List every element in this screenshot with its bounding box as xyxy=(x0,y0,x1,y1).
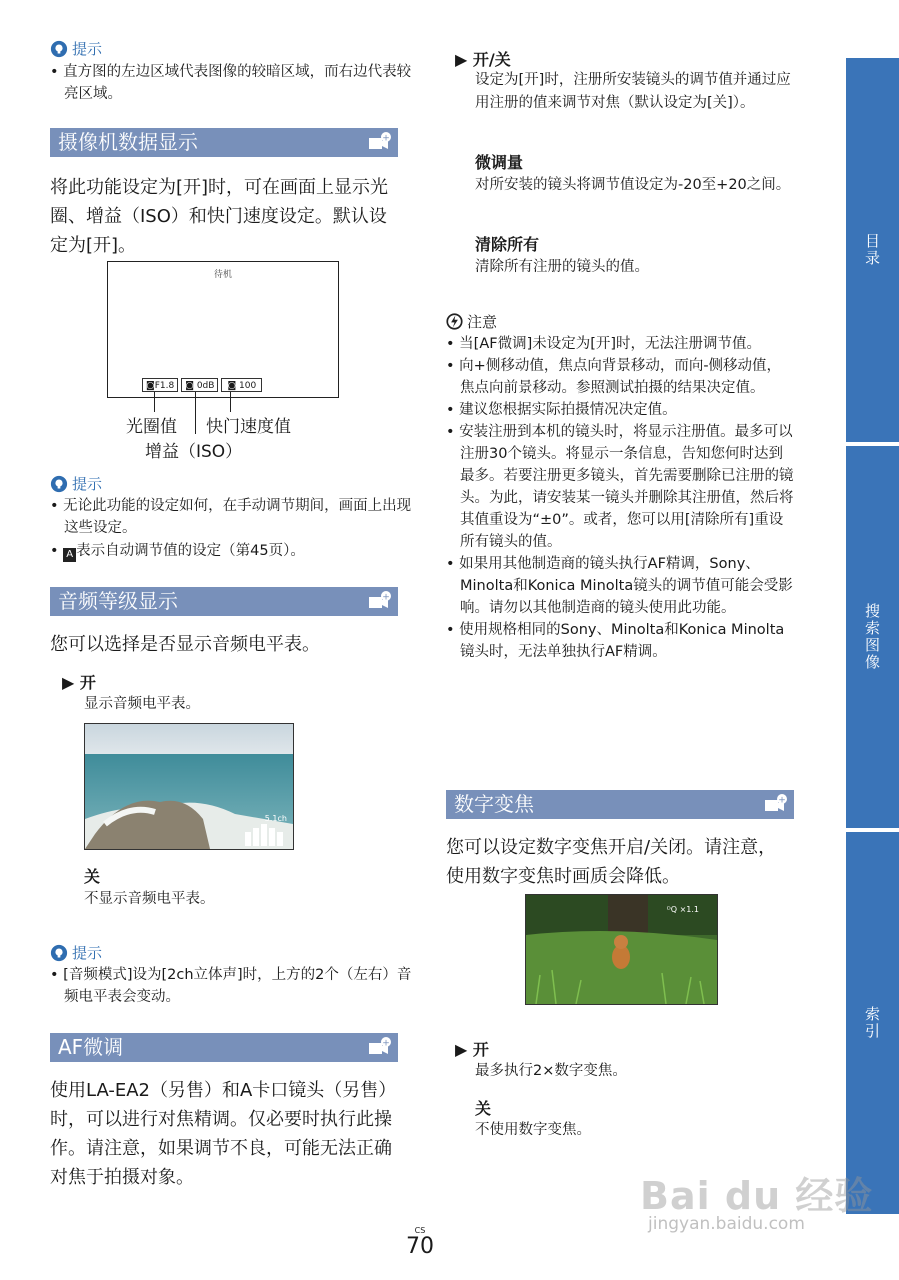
note-label: 注意 xyxy=(467,313,498,331)
auto-adjust-icon: A xyxy=(63,548,76,562)
section-title: 摄像机数据显示 xyxy=(58,130,198,154)
page-number: 70 xyxy=(406,1234,434,1259)
camera-mode-icon xyxy=(368,591,392,611)
note-item: • 安装注册到本机的镜头时，将显示注册值。最多可以注册30个镜头。将显示一条信息，告知您何时达到最多。若要注册更多镜头，首先需要删除已注册的镜头。为此，请安装某一镜头并删除其注册值，然后将其值重设为“±0”。或者，您可以用[清除所有]重设所有镜头的值。 xyxy=(446,424,794,550)
svg-text:+: + xyxy=(382,592,390,603)
camera-body-text: 将此功能设定为[开]时，可在画面上显示光圈、增益（ISO）和快门速度设定。默认设定为[开]。 xyxy=(50,177,389,256)
tip-icon xyxy=(50,475,68,493)
note-item: • 向+侧移动值，焦点向背景移动，而向-侧移动值，焦点向前景移动。参照测试拍摄的结果决定值。 xyxy=(446,358,782,396)
zoom-body-text: 您可以设定数字变焦开启/关闭。请注意，使用数字变焦时画质会降低。 xyxy=(446,837,777,887)
audio-on-option: ▶ 开 xyxy=(62,673,96,692)
audio-body-text: 您可以选择是否显示音频电平表。 xyxy=(50,634,320,655)
notes-list xyxy=(446,333,794,663)
tip-heading xyxy=(50,942,102,963)
leader-line-aperture xyxy=(154,392,155,412)
tip-heading xyxy=(50,38,102,59)
audio-meter-label: 5.1ch xyxy=(264,814,287,823)
tip-icon xyxy=(50,40,68,58)
zoom-indicator: ᴰQ ×1.1 xyxy=(666,905,699,914)
af-amount-desc: 对所安装的镜头将调节值设定为-20至+20之间。 xyxy=(475,177,791,193)
page-lang-code: CS xyxy=(414,1226,426,1235)
label-aperture: 光圈值 xyxy=(126,417,177,437)
tip2-bullet-1: • 无论此功能的设定如何，在手动调节期间，画面上出现这些设定。 xyxy=(50,498,412,536)
label-gain: 增益（ISO） xyxy=(145,442,243,462)
zoom-off-option: 关 xyxy=(475,1099,492,1118)
section-title: 数字变焦 xyxy=(454,792,534,816)
tab-search-images[interactable]: 搜索图像 xyxy=(846,446,899,828)
leader-line-gain xyxy=(195,392,196,434)
tab-index[interactable]: 索引 xyxy=(846,832,899,1214)
note-item: • 如果用其他制造商的镜头执行AF精调，Sony、Minolta和Konica Minolta镜头的调节值可能会受影响。请勿以其他制造商的镜头使用此功能。 xyxy=(446,556,793,616)
tip1-bullet: • 直方图的左边区域代表图像的较暗区域，而右边代表较亮区域。 xyxy=(50,64,412,102)
watermark-url: jingyan.baidu.com xyxy=(648,1214,805,1234)
zoom-on-option: ▶ 开 xyxy=(455,1040,489,1059)
af-clear-desc: 清除所有注册的镜头的值。 xyxy=(475,259,649,275)
watermark-brand: Bai du 经验 xyxy=(640,1174,874,1218)
tip-label: 提示 xyxy=(72,40,103,58)
af-body-text: 使用LA-EA2（另售）和A卡口镜头（另售）时，可以进行对焦精调。仅必要时执行此操作。请注意，如果调节不良，可能无法正确对焦于拍摄对象。 xyxy=(50,1080,397,1188)
section-audio-level xyxy=(50,587,398,616)
audio-meter-photo xyxy=(84,723,294,850)
screen-standby-label: 待机 xyxy=(213,270,232,280)
af-clear-option: 清除所有 xyxy=(475,235,540,254)
leader-line-shutter xyxy=(230,392,231,412)
tip-label: 提示 xyxy=(72,475,103,493)
af-onoff-option: ▶ 开/关 xyxy=(455,50,511,69)
tab-toc[interactable]: 目录 xyxy=(846,58,899,442)
shutter-indicator: ◙ 100 xyxy=(221,378,262,392)
audio-on-desc: 显示音频电平表。 xyxy=(84,696,200,712)
section-af-adjust xyxy=(50,1033,398,1062)
note-heading xyxy=(446,311,497,332)
note-item: • 使用规格相同的Sony、Minolta和Konica Minolta镜头时，无法单独执行AF精调。 xyxy=(446,622,785,660)
af-onoff-desc: 设定为[开]时，注册所安装镜头的调节值并通过应用注册的值来调节对焦（默认设定为[关]）。 xyxy=(475,72,791,111)
audio-off-option: 关 xyxy=(84,867,101,886)
caution-icon xyxy=(446,313,463,330)
camera-mode-icon xyxy=(368,1037,392,1057)
camera-mode-icon xyxy=(764,794,788,814)
label-shutter: 快门速度值 xyxy=(206,417,291,437)
camera-mode-icon xyxy=(368,132,392,152)
svg-text:+: + xyxy=(382,133,390,144)
zoom-on-desc: 最多执行2×数字变焦。 xyxy=(475,1063,627,1079)
camera-screen-diagram xyxy=(107,261,339,398)
section-camera-data xyxy=(50,128,398,157)
svg-text:+: + xyxy=(382,1038,390,1049)
section-digital-zoom xyxy=(446,790,794,819)
audio-off-desc: 不显示音频电平表。 xyxy=(84,891,215,907)
note-item: • 建议您根据实际拍摄情况决定值。 xyxy=(446,402,677,418)
section-title: AF微调 xyxy=(58,1035,124,1059)
aperture-indicator: ◙F1.8 xyxy=(142,378,178,392)
tip-label: 提示 xyxy=(72,944,103,962)
tip-icon xyxy=(50,944,68,962)
zoom-off-desc: 不使用数字变焦。 xyxy=(475,1122,591,1138)
af-amount-option: 微调量 xyxy=(475,153,524,172)
section-title: 音频等级显示 xyxy=(58,589,178,613)
note-item: • 当[AF微调]未设定为[开]时，无法注册调节值。 xyxy=(446,336,762,352)
tip3-bullet: • [音频模式]设为[2ch立体声]时，上方的2个（左右）音频电平表会变动。 xyxy=(50,967,412,1005)
digital-zoom-photo xyxy=(525,894,718,1005)
svg-text:+: + xyxy=(778,795,786,806)
gain-indicator: ◙ 0dB xyxy=(181,378,218,392)
tip-heading xyxy=(50,473,102,494)
tip2-bullet-2: • A 表示自动调节值的设定（第45页）。 xyxy=(50,543,305,560)
